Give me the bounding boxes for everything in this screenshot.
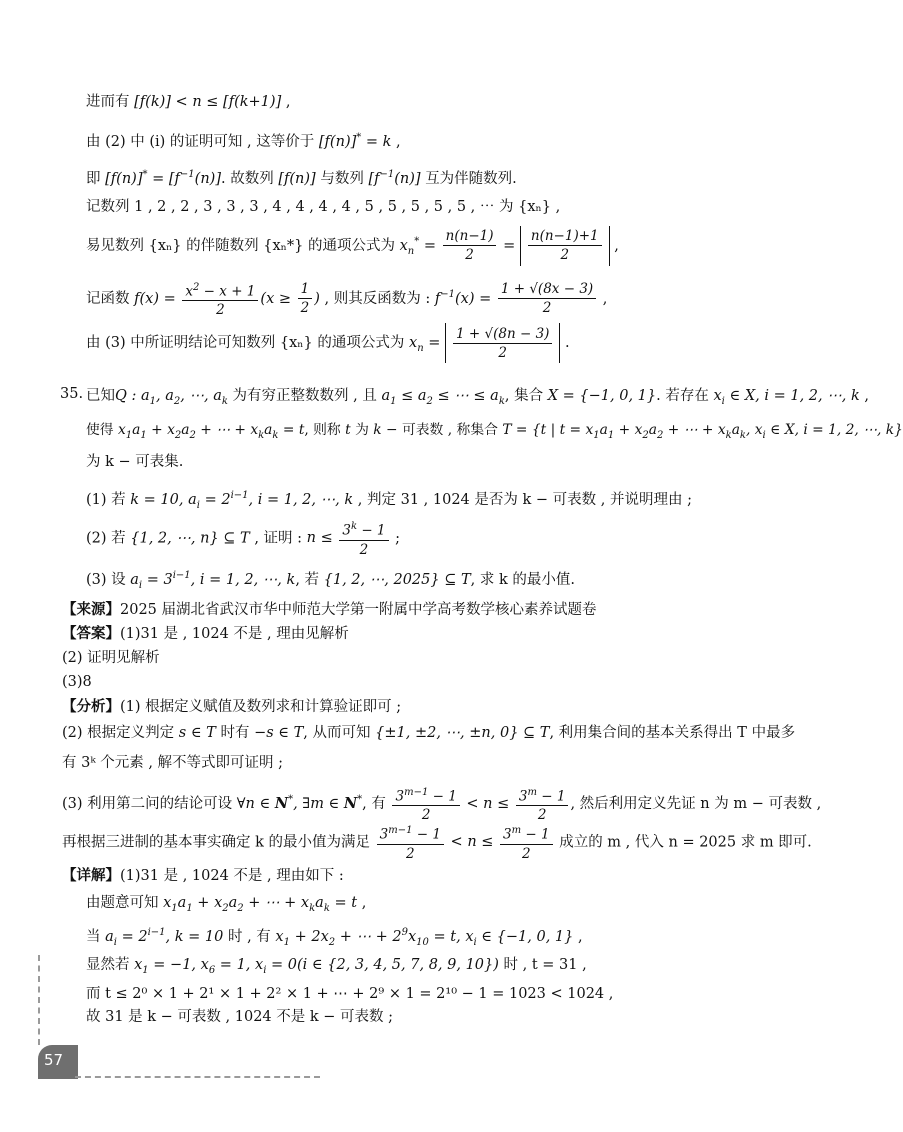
- text: 由 (3) 中所证明结论可知数列 {xₙ} 的通项公式为: [86, 335, 405, 351]
- analysis-text: 成立的 m , 代入 n = 2025 求 m 即可.: [559, 834, 812, 851]
- analysis-text: , 有: [362, 795, 386, 812]
- solution-text: 显然若: [86, 957, 130, 973]
- answer-line: [62, 624, 760, 644]
- math-formula: $a_1 \le a_2$ ≤ ⋯ ≤ $a_k$: [381, 388, 505, 407]
- solution-text: (1)31 是 , 1024 不是 , 理由如下 :: [120, 868, 344, 884]
- analysis-text: (2) 根据定义判定: [62, 725, 175, 741]
- solution-text: 时 , 有: [227, 928, 271, 945]
- analysis-text: , 利用集合间的基本关系得出 T 中最多: [549, 725, 796, 741]
- math-formula: s ∈ T: [178, 725, 216, 741]
- math-formula: $x_1a_1 + x_2a_2$ + ⋯ + $x_ka_k = t$: [163, 895, 358, 914]
- math-formula: n ≤ $\frac{3^k - 1}{2}$: [307, 530, 391, 546]
- math-formula: ∀n ∈ N*, ∃m ∈ N*: [236, 794, 363, 812]
- math-formula: $a_i = 3^{i-1}$, i = 1, 2, ⋯, k: [130, 570, 296, 591]
- question-part-3: [86, 566, 760, 596]
- answer-text: (1)31 是 , 1024 不是 , 理由见解析: [120, 626, 349, 642]
- math-formula: $x_i$ ∈ X, i = 1, 2, ⋯, k: [713, 388, 860, 407]
- question-part-2: (2) 若 {1, 2, ⋯, n} ⊆ T , 证明 : n ≤ $\frac{3^k - 1}{2}$ ;: [86, 518, 760, 559]
- solution-line: [86, 955, 760, 981]
- text: , 若: [295, 571, 320, 588]
- text: 记函数: [86, 290, 130, 307]
- math-formula: $[f^{-1}(n)]$: [368, 169, 421, 187]
- analysis-line: [62, 822, 812, 863]
- math-formula: [f(n)]: [278, 170, 316, 187]
- math-formula: t: [345, 422, 351, 438]
- question-line: [86, 420, 903, 446]
- analysis-line: [62, 697, 760, 717]
- math-formula: $f^{-1}(x)$ = $\frac{1 + √(8x - 3)}{2}$: [435, 291, 598, 307]
- math-formula: $x_1 = -1$, $x_6 = 1$, $x_i = 0(i$ ∈ {2, 3, 4, 5, 7, 8, 9, 10}): [134, 957, 499, 976]
- text: . 若存在: [656, 388, 709, 404]
- analysis-text: , 从而可知: [303, 725, 371, 741]
- text: , 则其反函数为 :: [324, 290, 431, 307]
- analysis-text: 再根据三进制的基本事实确定 k 的最小值为满足: [62, 834, 371, 851]
- question-part-1: [86, 486, 760, 516]
- solution-line: [62, 866, 760, 886]
- solution-text: 时 , t = 31 ,: [503, 957, 587, 973]
- text: 为 k − 可表集.: [86, 454, 184, 470]
- source-tag: 【来源】: [62, 602, 120, 618]
- answer-line: [62, 648, 760, 668]
- source-line: [62, 600, 760, 620]
- answer-text: (3)8: [62, 674, 92, 690]
- math-formula: f(x) = $\frac{x^2 - x + 1}{2}$ (x ≥ $\frac{1}{2}$ ): [134, 291, 320, 307]
- math-formula: {1, 2, ⋯, 2025} ⊆ T: [323, 571, 471, 588]
- math-formula: $a_i = 2^{i-1}$, k = 10: [105, 927, 224, 948]
- text-line: 由 (2) 中 (i) 的证明可知 , 这等价于 [f(n)]* = k ,: [86, 132, 401, 150]
- text: 与数列: [320, 170, 364, 187]
- analysis-text: 时有: [220, 725, 250, 741]
- text: , 则称: [304, 422, 341, 438]
- solution-text: 而 t ≤ 2⁰ × 1 + 2¹ × 1 + 2² × 1 + ⋯ + 2⁹ × 1 = 2¹⁰ − 1 = 1023 < 1024 ,: [86, 986, 614, 1002]
- analysis-line: [62, 723, 796, 743]
- margin-dashed-line: [38, 955, 40, 1045]
- text: , 集合: [504, 388, 544, 404]
- solution-text: 由题意可知: [86, 895, 159, 911]
- text-line: 进而有 [f(k)] < n ≤ [f(k+1)] ,: [86, 94, 291, 110]
- math-formula: $x_1 + 2x_2$ + ⋯ + $2^9x_{10} = t$, $x_i$ ∈ {−1, 0, 1}: [275, 927, 574, 948]
- solution-text: 故 31 是 k − 可表数 , 1024 不是 k − 可表数 ;: [86, 1009, 394, 1025]
- math-formula: $[f(n)]^* = [f^{-1}(n)]$: [105, 169, 221, 187]
- analysis-text: (1) 根据定义赋值及数列求和计算验证即可 ;: [120, 699, 402, 715]
- math-formula: T = {t | $t = x_1a_1 + x_2a_2$ + ⋯ + $x_ka_k$, $x_i$ ∈ X, i = 1, 2, ⋯, k}: [502, 422, 903, 441]
- text-line: 记函数 f(x) = $\frac{x^2 - x + 1}{2}$ (x ≥ $\frac{1}{2}$ ) , 则其反函数为 : $f^{-1}(x)$ = $\frac{1 + √(8x - 3)}{2}$ ,: [86, 275, 760, 319]
- text: , 证明 :: [254, 530, 303, 547]
- text-line: [86, 197, 760, 217]
- math-formula: $\frac{3^{m-1} - 1}{2}$ < n ≤ $\frac{3^m - 1}{2}$: [375, 834, 555, 850]
- math-formula: $x_n^*$ = $\frac{n(n-1)}{2}$ = $\frac{n(n-1)+1}{2}$: [400, 238, 610, 254]
- question-number: 35.: [60, 386, 84, 402]
- analysis-line: [62, 753, 760, 773]
- analysis-text: 有 3ᵏ 个元素 , 解不等式即可证明 ;: [62, 755, 284, 771]
- math-formula: −s ∈ T: [254, 725, 304, 741]
- answer-line: [62, 672, 760, 692]
- math-formula: Q : $a_1$, $a_2$, ⋯, $a_k$: [115, 388, 228, 407]
- math-formula: {1, 2, ⋯, n} ⊆ T: [130, 530, 250, 547]
- solution-text: 当: [86, 928, 101, 945]
- text: 即: [86, 170, 101, 187]
- solution-line: 当 $a_i = 2^{i-1}$, k = 10 时 , 有 $x_1 + 2x_2$ + ⋯ + $2^9x_{10} = t$, $x_i$ ∈ {−1, 0, 1} ,: [86, 927, 583, 948]
- text: 可表数 , 称集合: [401, 422, 498, 438]
- text: 使得: [86, 422, 114, 438]
- page-number: 57: [44, 1051, 64, 1069]
- answer-tag: 【答案】: [62, 626, 120, 642]
- analysis-tag: 【分析】: [62, 699, 120, 715]
- text: (3) 设: [86, 571, 126, 588]
- text: 进而有: [86, 94, 130, 110]
- text: 互为伴随数列.: [425, 170, 517, 187]
- math-formula: $\frac{3^{m-1} - 1}{2}$ < n ≤ $\frac{3^m - 1}{2}$: [390, 796, 570, 812]
- solution-tag: 【详解】: [62, 868, 120, 884]
- math-formula: $x_1a_1 + x_2a_2$ + ⋯ + $x_ka_k = t$: [117, 422, 305, 441]
- math-formula: k −: [373, 422, 398, 438]
- analysis-text: , 然后利用定义先证 n 为 m − 可表数 ,: [570, 795, 822, 812]
- text: (2) 若: [86, 530, 126, 547]
- math-formula: [f(n)]* = k: [318, 132, 392, 150]
- text: 为: [355, 422, 369, 438]
- math-formula: {±1, ±2, ⋯, ±n, 0} ⊆ T: [375, 725, 550, 741]
- text: , 求 k 的最小值.: [470, 571, 575, 588]
- math-formula: [f(k)] < n ≤ [f(k+1)]: [134, 94, 282, 110]
- solution-line: [86, 1007, 760, 1027]
- text: 由 (2) 中 (i) 的证明可知 , 这等价于: [86, 133, 315, 150]
- text: . 故数列: [221, 170, 274, 187]
- solution-line: 由题意可知 $x_1a_1 + x_2a_2$ + ⋯ + $x_ka_k = t$ ,: [86, 895, 367, 914]
- source-text: 2025 届湖北省武汉市华中师范大学第一附属中学高考数学核心素养试题卷: [120, 602, 597, 618]
- text: 为有穷正整数数列 , 且: [232, 388, 377, 404]
- text: 记数列 1 , 2 , 2 , 3 , 3 , 3 , 4 , 4 , 4 , 4 , 5 , 5 , 5 , 5 , 5 , ⋯ 为 {xₙ} ,: [86, 199, 561, 215]
- question-line: [86, 452, 760, 472]
- text: (1) 若: [86, 491, 126, 508]
- question-line: 已知Q : $a_1$, $a_2$, ⋯, $a_k$ 为有穷正整数数列 , 且 $a_1 \le a_2$ ≤ ⋯ ≤ $a_k$, 集合 X = {−1, 0, 1}. 若存在 $x_i$ ∈ X, i = 1, 2, ⋯, k ,: [86, 388, 869, 407]
- text: 已知: [86, 388, 115, 404]
- text: , 判定 31 , 1024 是否为 k − 可表数 , 并说明理由 ;: [357, 491, 692, 508]
- analysis-text: (3) 利用第二问的结论可设: [62, 795, 233, 812]
- math-formula: k = 10, $a_i = 2^{i-1}$, i = 1, 2, ⋯, k: [130, 490, 354, 511]
- text-line: 由 (3) 中所证明结论可知数列 {xₙ} 的通项公式为 $x_n$ = $\frac{1 + √(8n - 3)}{2}$ .: [86, 323, 760, 369]
- text-line: 易见数列 {xₙ} 的伴随数列 {xₙ*} 的通项公式为 $x_n^*$ = $\frac{n(n-1)}{2}$ = $\frac{n(n-1)+1}{2}$ ,: [86, 222, 760, 272]
- text: 易见数列 {xₙ} 的伴随数列 {xₙ*} 的通项公式为: [86, 237, 395, 254]
- answer-text: (2) 证明见解析: [62, 650, 160, 666]
- footer-dashed-line: [75, 1076, 320, 1078]
- math-formula: X = {−1, 0, 1}: [547, 388, 657, 404]
- math-formula: $x_n$ = $\frac{1 + √(8n - 3)}{2}$: [409, 335, 560, 351]
- analysis-line: [62, 780, 822, 824]
- text-line: [86, 165, 760, 189]
- solution-line: [86, 984, 760, 1004]
